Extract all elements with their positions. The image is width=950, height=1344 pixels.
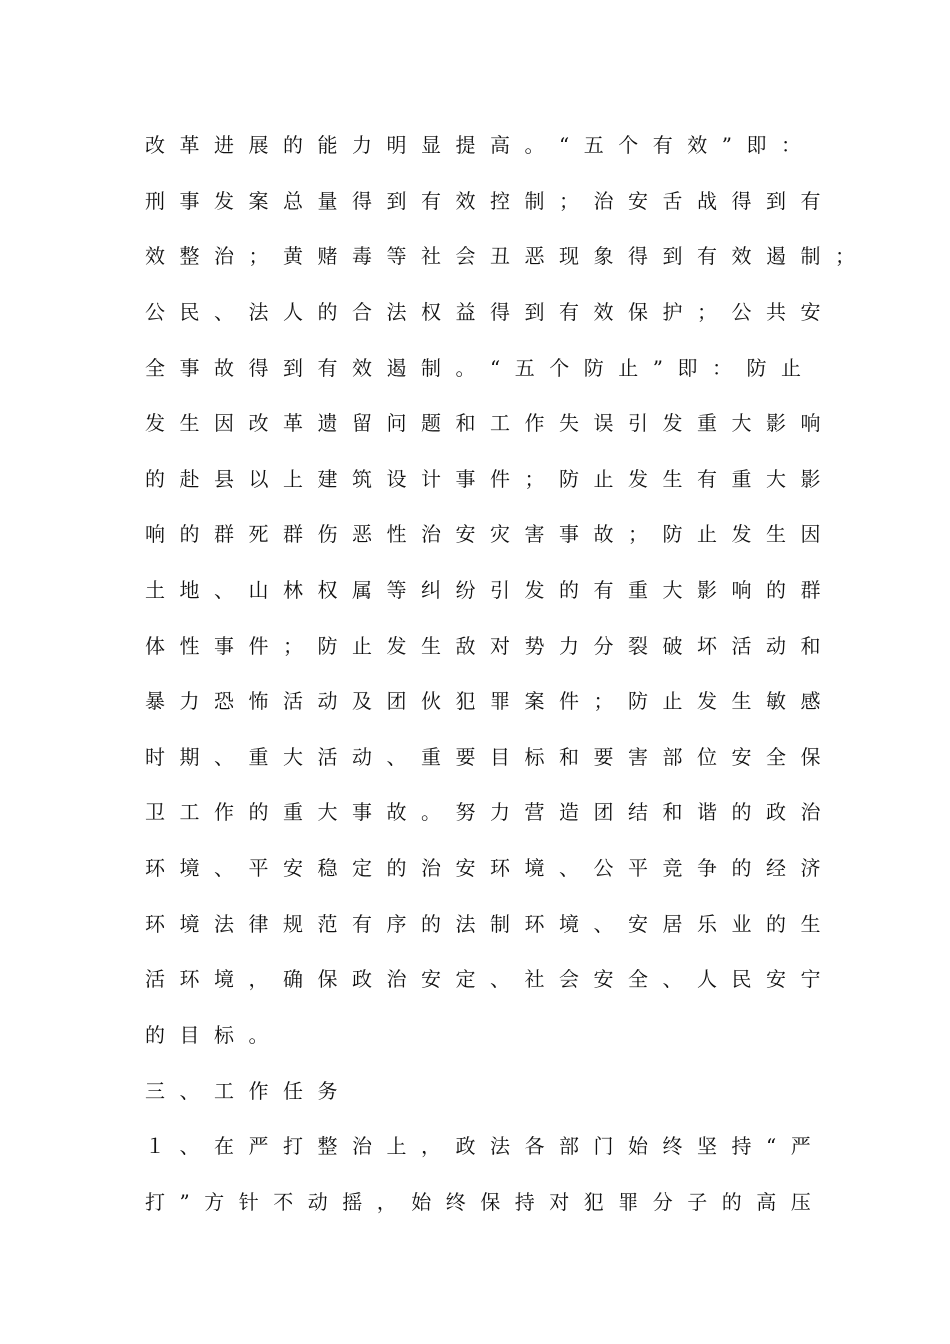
text-line: 活环境，确保政治安定、社会安全、人民安宁	[145, 967, 835, 991]
text-line: 暴力恐怖活动及团伙犯罪案件；防止发生敏感	[145, 689, 835, 713]
text-line: 时期、重大活动、重要目标和要害部位安全保	[145, 745, 835, 769]
text-line: 的目标。	[145, 1023, 283, 1047]
text-line: 改革进展的能力明显提高。“五个有效”即：	[145, 133, 816, 157]
text-line: 体性事件；防止发生敌对势力分裂破坏活动和	[145, 634, 835, 658]
text-line: 响的群死群伤恶性治安灾害事故；防止发生因	[145, 522, 835, 546]
text-line: 公民、法人的合法权益得到有效保护；公共安	[145, 300, 835, 324]
text-line: 环境、平安稳定的治安环境、公平竞争的经济	[145, 856, 835, 880]
text-line: 发生因改革遗留问题和工作失误引发重大影响	[145, 411, 835, 435]
text-line: 效整治；黄赌毒等社会丑恶现象得到有效遏制；	[145, 244, 870, 268]
text-line: 全事故得到有效遏制。“五个防止”即：防止	[145, 356, 816, 380]
text-line: １、在严打整治上，政法各部门始终坚持“严	[145, 1134, 826, 1158]
text-line: 土地、山林权属等纠纷引发的有重大影响的群	[145, 578, 835, 602]
text-line: 卫工作的重大事故。努力营造团结和谐的政治	[145, 800, 835, 824]
text-line: 的赴县以上建筑设计事件；防止发生有重大影	[145, 467, 835, 491]
text-line: 打”方针不动摇，始终保持对犯罪分子的高压	[145, 1190, 826, 1214]
text-line: 刑事发案总量得到有效控制；治安舌战得到有	[145, 189, 835, 213]
section-heading: 三、工作任务	[145, 1079, 352, 1103]
text-line: 环境法律规范有序的法制环境、安居乐业的生	[145, 912, 835, 936]
